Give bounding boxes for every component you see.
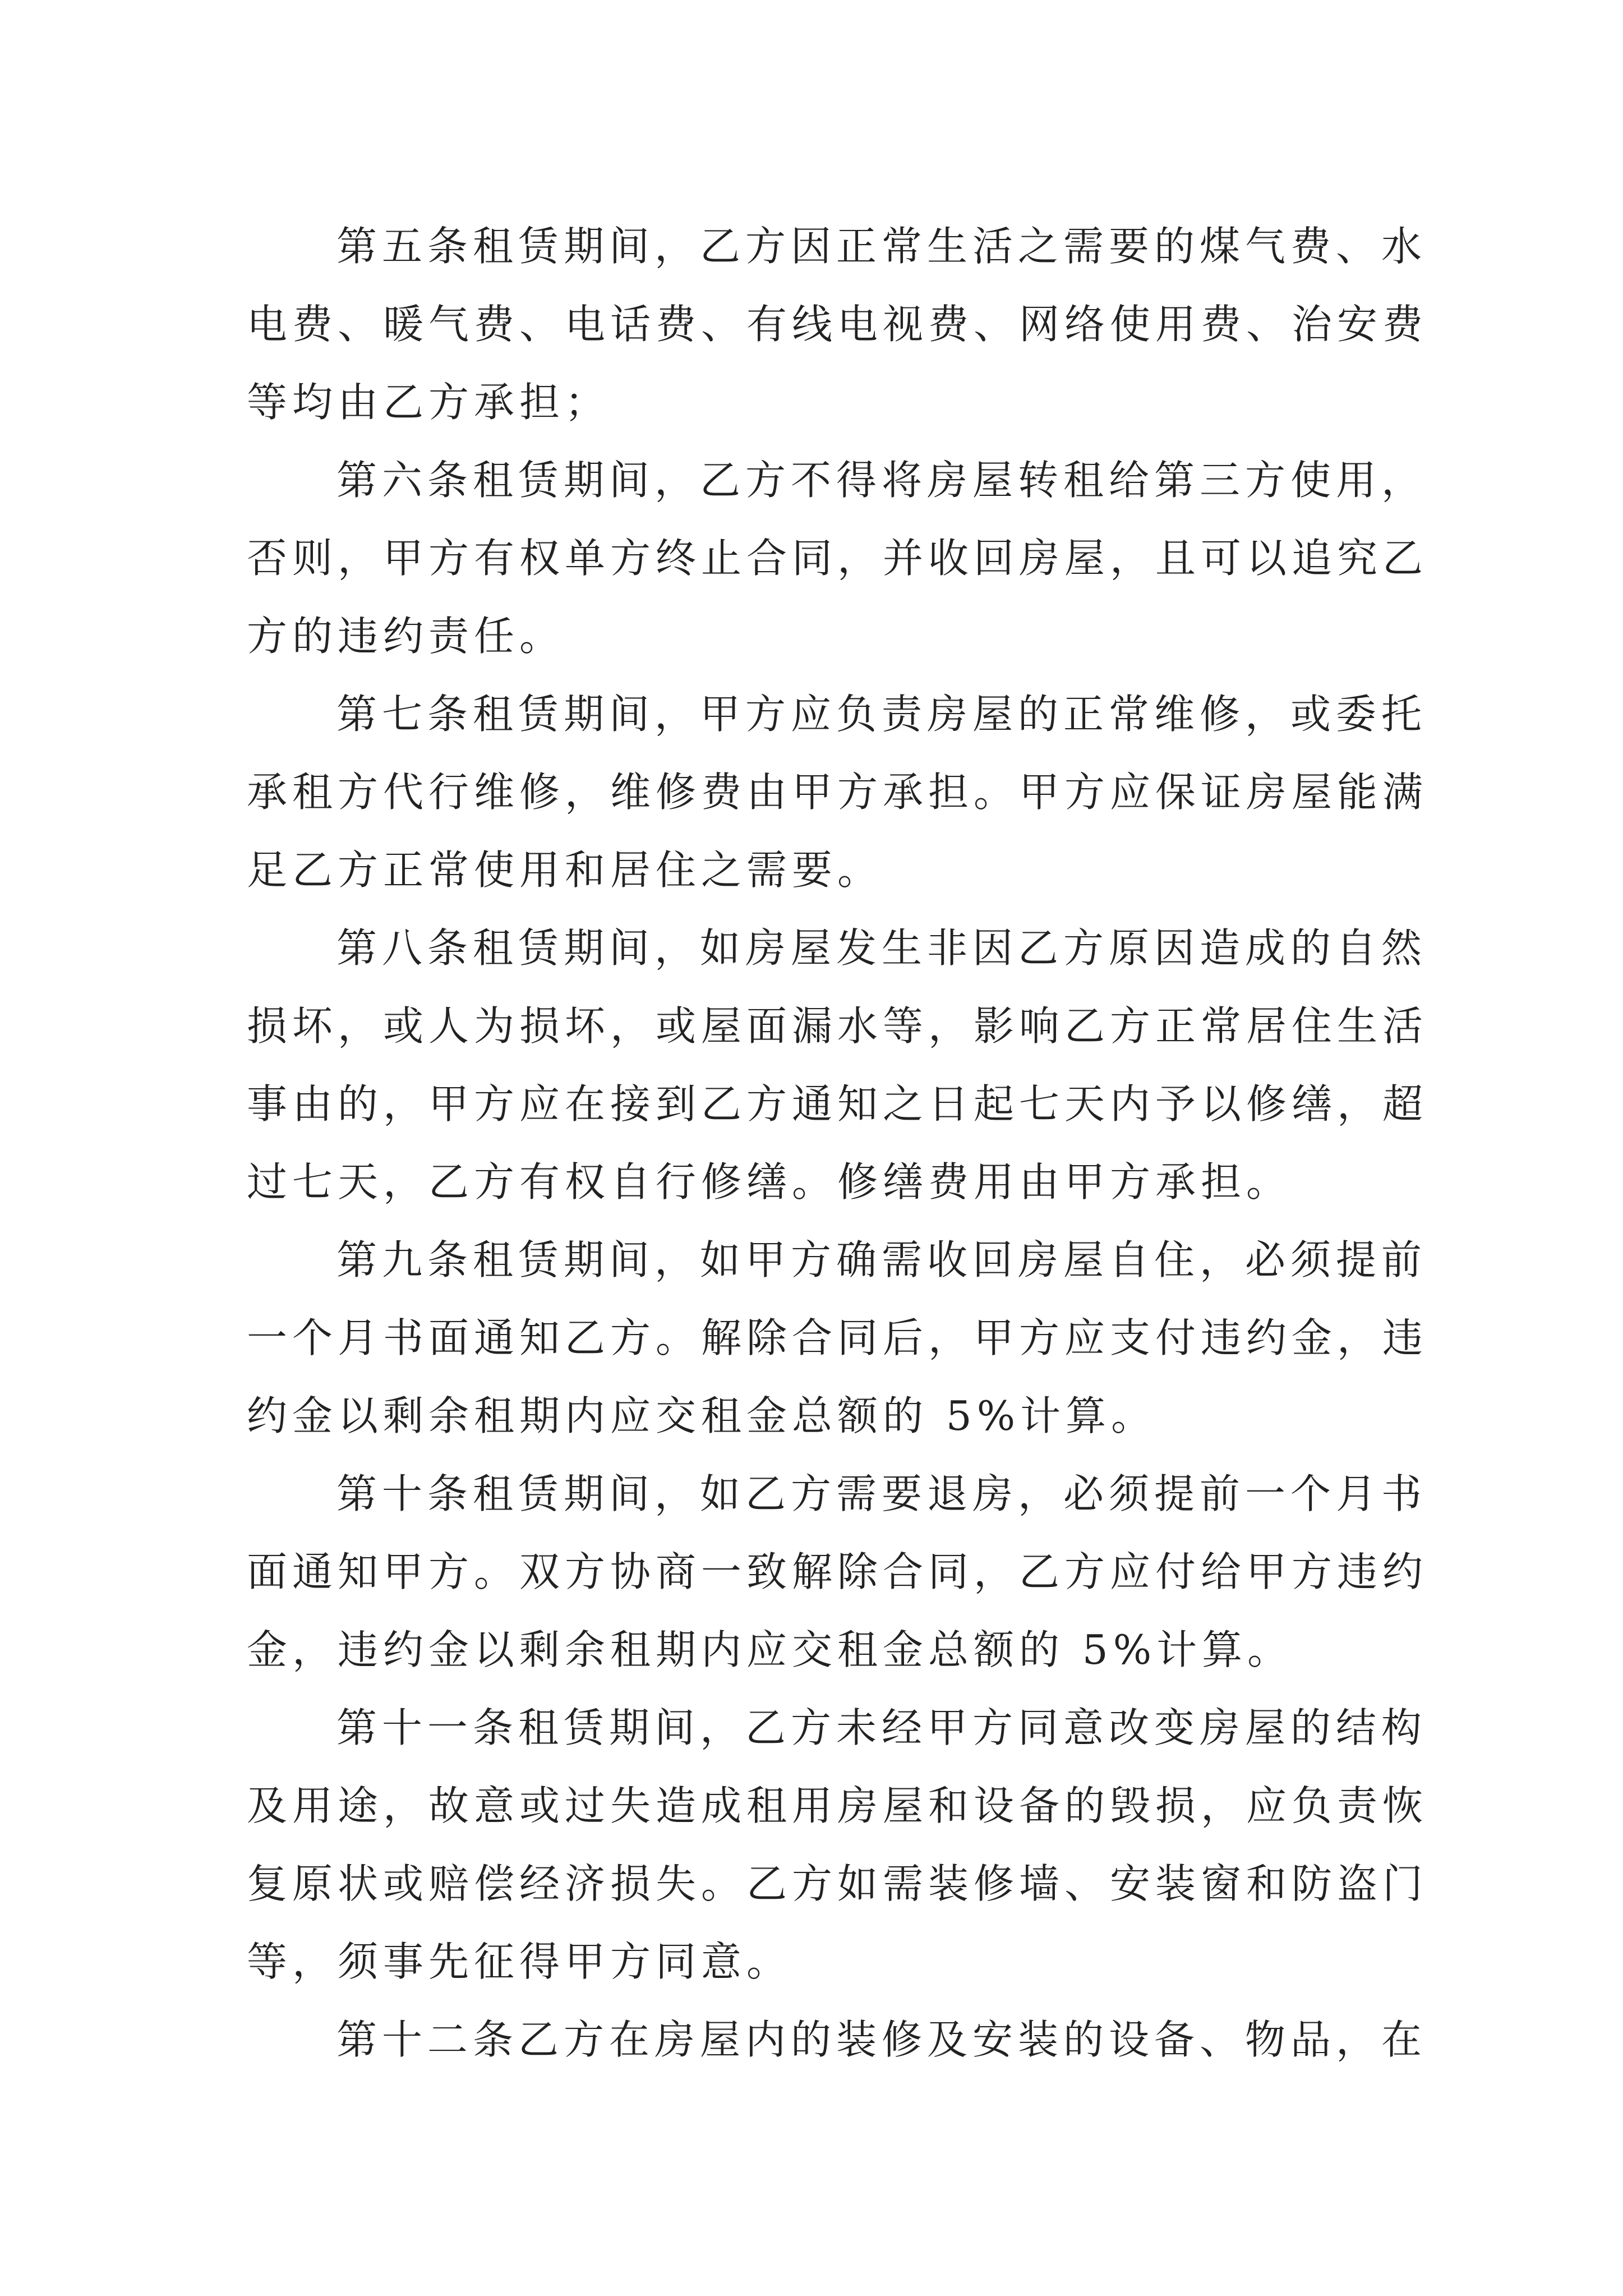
document-line: 约金以剩余租期内应交租金总额的 5%计算。 xyxy=(247,1392,1157,1439)
document-line: 电费、暖气费、电话费、有线电视费、网络使用费、治安费 xyxy=(247,301,1428,348)
document-line: 复原状或赔偿经济损失。乙方如需装修墙、安装窗和防盗门 xyxy=(247,1860,1428,1907)
document-line: 第九条租赁期间，如甲方确需收回房屋自住，必须提前 xyxy=(336,1236,1427,1283)
document-body xyxy=(247,208,1428,2079)
document-line: 第八条租赁期间，如房屋发生非因乙方原因造成的自然 xyxy=(336,924,1427,972)
document-line: 面通知甲方。双方协商一致解除合同，乙方应付给甲方违约 xyxy=(247,1548,1428,1595)
document-line: 第七条租赁期间，甲方应负责房屋的正常维修，或委托 xyxy=(336,691,1427,738)
document-line: 第十一条租赁期间，乙方未经甲方同意改变房屋的结构 xyxy=(336,1704,1427,1751)
document-line: 方的违约责任。 xyxy=(247,613,565,660)
document-line: 金，违约金以剩余租期内应交租金总额的 5%计算。 xyxy=(247,1626,1293,1673)
document-line: 等均由乙方承担； xyxy=(247,379,611,426)
document-line: 过七天，乙方有权自行修缮。修缮费用由甲方承担。 xyxy=(247,1158,1292,1205)
document-line: 否则，甲方有权单方终止合同，并收回房屋，且可以追究乙 xyxy=(247,535,1428,582)
document-line: 承租方代行维修，维修费由甲方承担。甲方应保证房屋能满 xyxy=(247,769,1428,816)
document-line: 足乙方正常使用和居住之需要。 xyxy=(247,846,883,894)
document-line: 及用途，故意或过失造成租用房屋和设备的毁损，应负责恢 xyxy=(247,1782,1428,1829)
document-line: 第十二条乙方在房屋内的装修及安装的设备、物品，在 xyxy=(336,2016,1427,2063)
document-line: 损坏，或人为损坏，或屋面漏水等，影响乙方正常居住生活 xyxy=(247,1002,1428,1050)
document-line: 等，须事先征得甲方同意。 xyxy=(247,1938,792,1985)
document-line: 第十条租赁期间，如乙方需要退房，必须提前一个月书 xyxy=(336,1470,1427,1517)
document-line: 第五条租赁期间，乙方因正常生活之需要的煤气费、水 xyxy=(336,223,1427,270)
document-line: 事由的，甲方应在接到乙方通知之日起七天内予以修缮，超 xyxy=(247,1080,1428,1128)
document-line: 一个月书面通知乙方。解除合同后，甲方应支付违约金，违 xyxy=(247,1314,1428,1361)
document-line: 第六条租赁期间，乙方不得将房屋转租给第三方使用， xyxy=(336,457,1427,504)
